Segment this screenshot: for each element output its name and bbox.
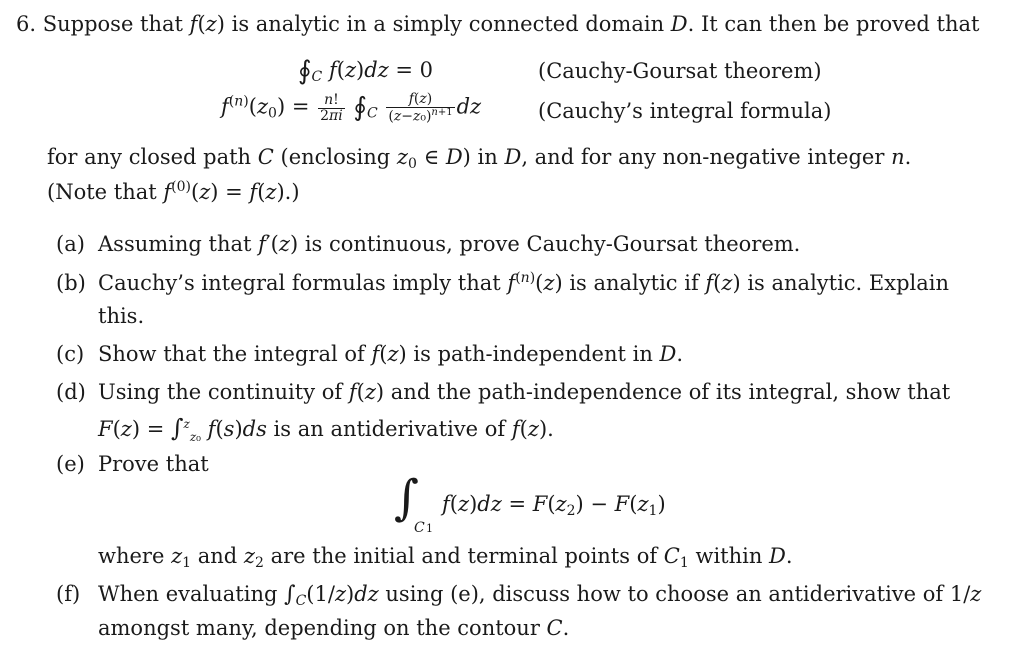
equation-cauchy-integral: $f^{(n)}(z_0)$ = $\frac{n!}{2\pi i}$ ∮C $\frac{f(z)}{(z-z_0)^{n+1}}$ dz: [221, 91, 482, 125]
equation-label-cauchy-goursat: (Cauchy-Goursat theorem): [538, 59, 822, 83]
part-d: (d) Using the continuity of f(z) and the path-independence of its integral, show that: [56, 380, 951, 404]
part-e: (e) Prove that: [56, 452, 209, 476]
math-f-z: f: [189, 12, 198, 36]
part-d-continued: F(z) = ∫$^z_{z_0}$ f(s)ds is an antiderivative of f(z).: [98, 414, 554, 445]
part-f: (f) When evaluating ∫C(1/z)dz using (e), discuss how to choose an antiderivative of 1/z: [56, 582, 982, 609]
part-c: (c) Show that the integral of f(z) is path-independent in D.: [56, 342, 684, 366]
equation-antiderivative: ∫ C 1 $f(z)dz = F(z_2) - F(z_1)$: [394, 470, 666, 536]
equation-label-cauchy-integral: (Cauchy’s integral formula): [538, 99, 832, 123]
closing-line-1: for any closed path C (enclosing $z_0$ ∈ D) in D, and for any non-negative integer n.: [47, 145, 912, 172]
equation-cauchy-goursat: ∮C f(z)dz = 0: [298, 56, 434, 86]
intro-line: 6. Suppose that f(z) is analytic in a simply connected domain D. It can then be proved that: [16, 12, 980, 36]
closing-line-note: (Note that $f^{(0)}(z) = f(z)$.): [47, 179, 300, 204]
part-b-continued: this.: [98, 304, 145, 328]
part-f-continued: amongst many, depending on the contour C.: [98, 616, 570, 640]
problem-number: 6.: [16, 12, 37, 36]
part-b: (b) Cauchy’s integral formulas imply that $f^{(n)}(z)$ is analytic if f(z) is analytic. Explain: [56, 270, 950, 295]
part-a: (a) Assuming that f′(z) is continuous, prove Cauchy-Goursat theorem.: [56, 232, 801, 256]
part-e-continued: where $z_1$ and $z_2$ are the initial and terminal points of $C_1$ within D.: [98, 544, 793, 571]
